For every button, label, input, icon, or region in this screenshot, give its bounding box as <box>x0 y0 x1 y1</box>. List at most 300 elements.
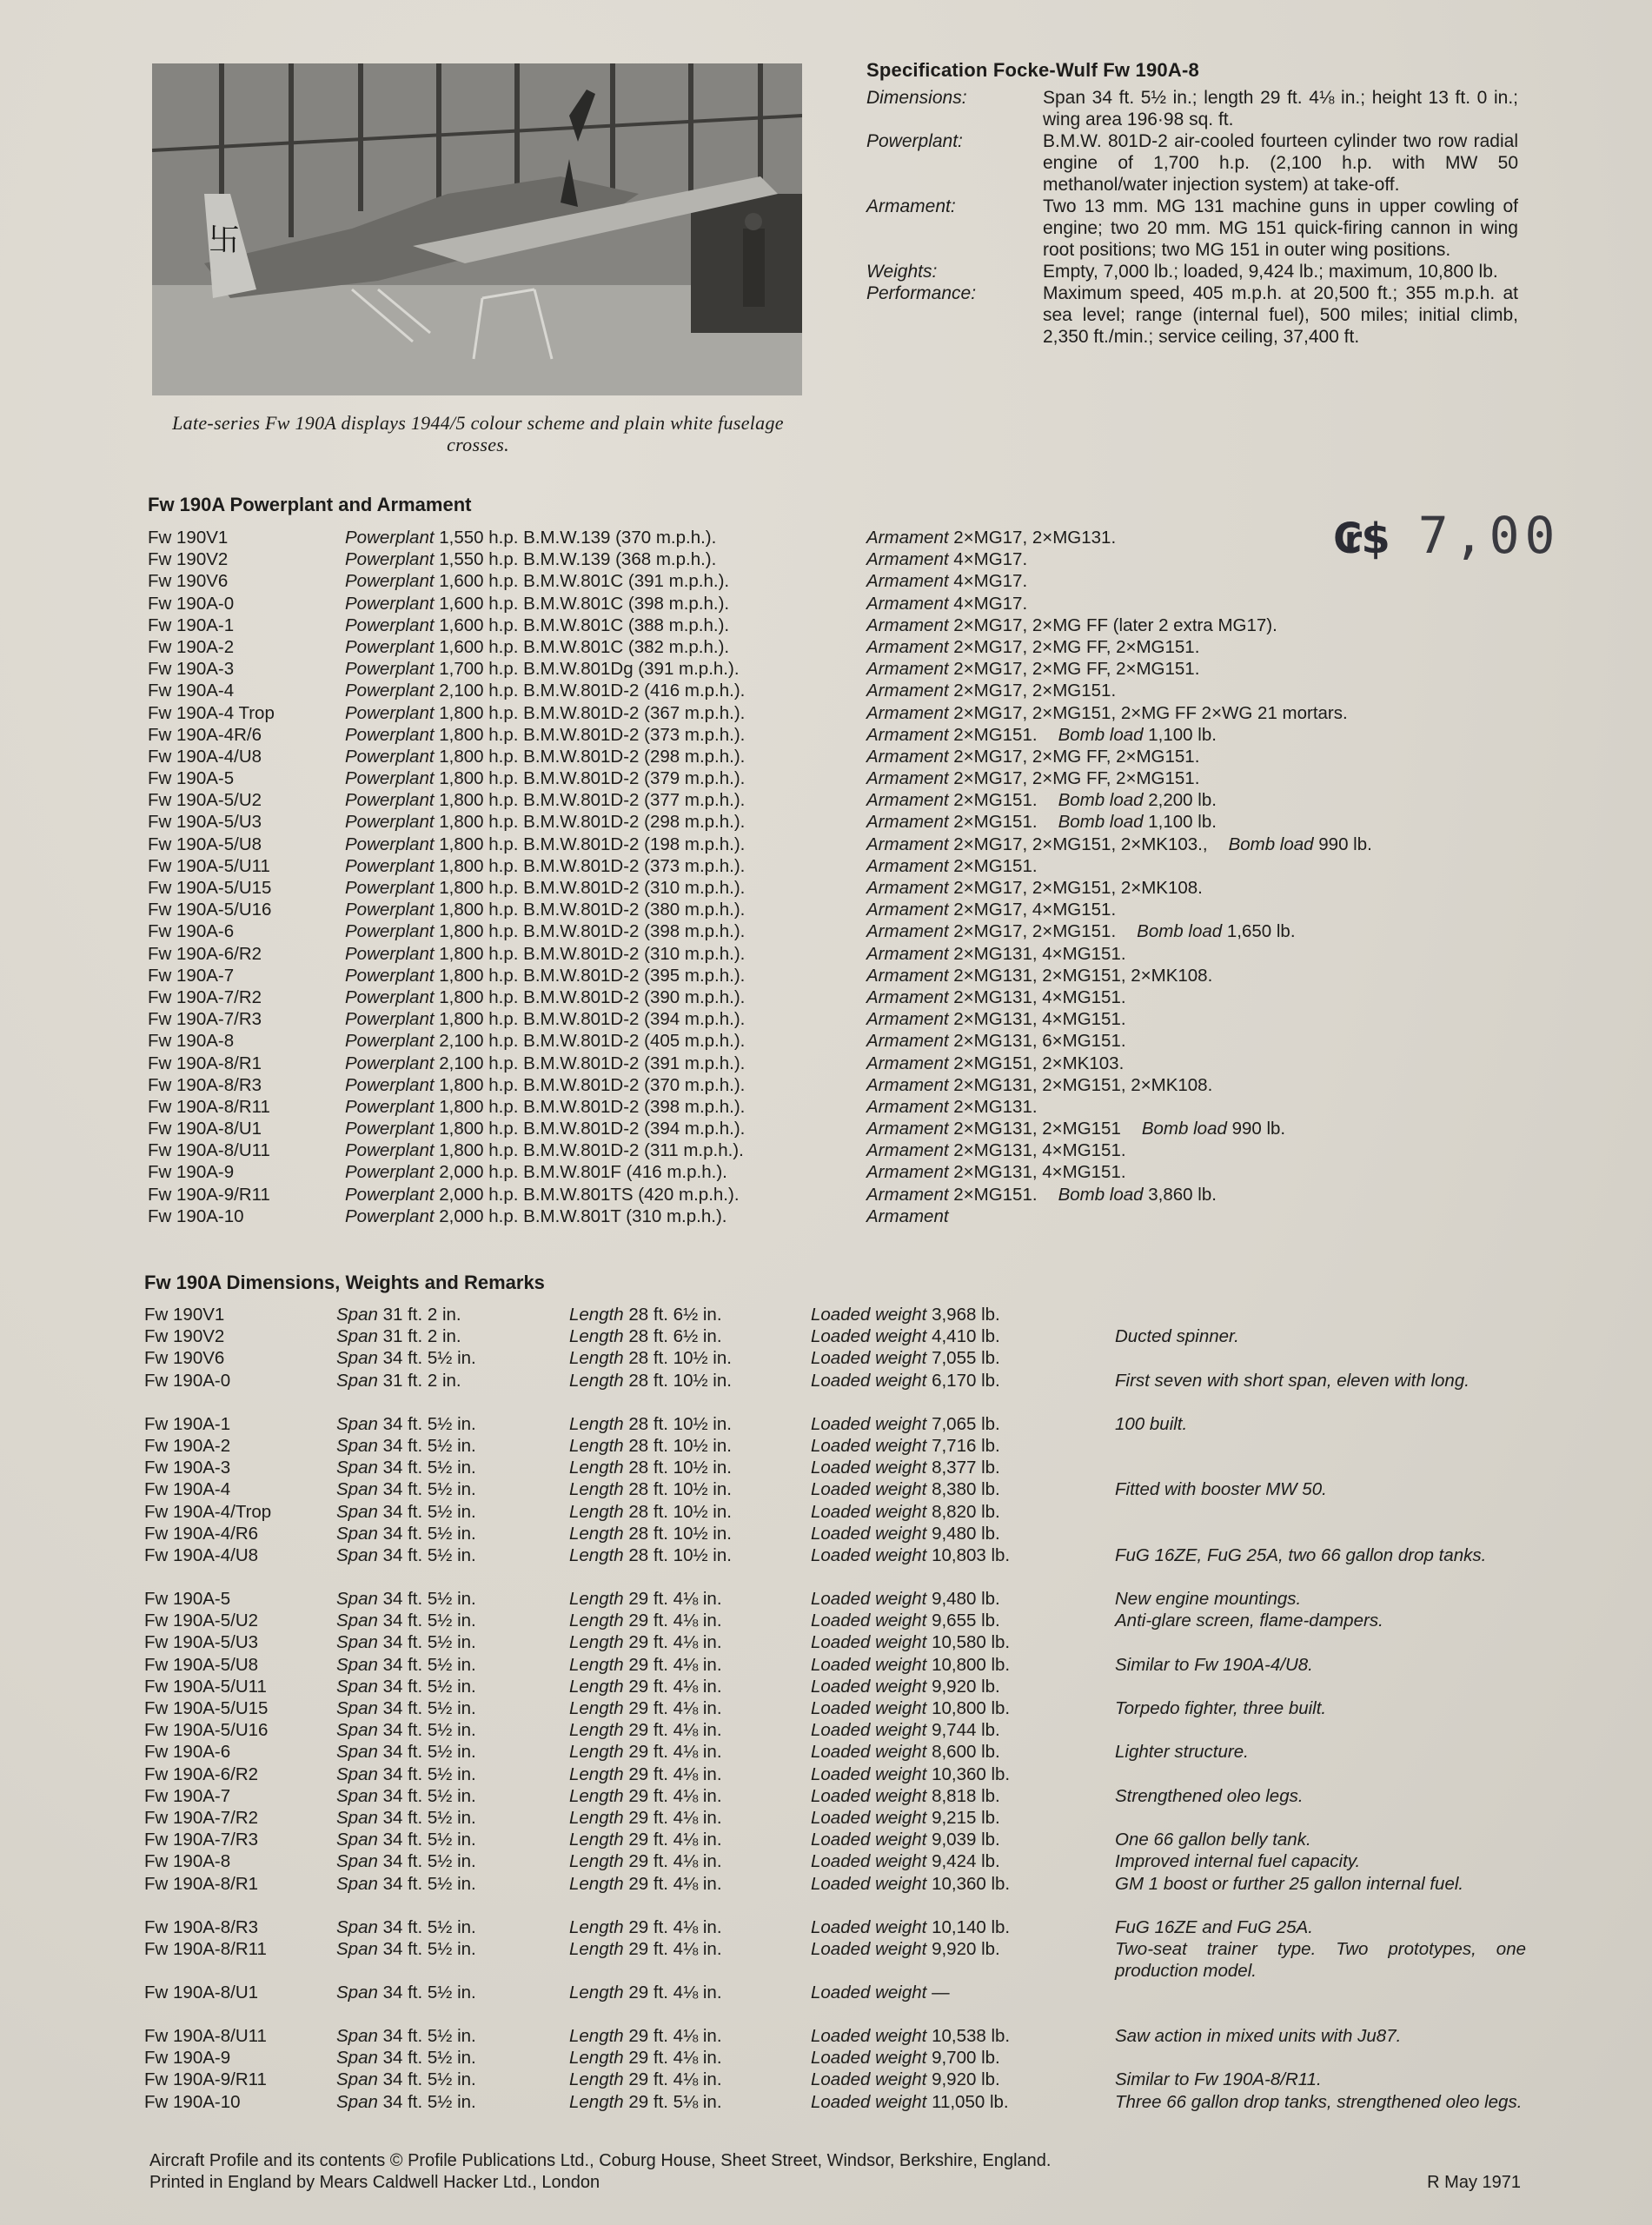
model-name: Fw 190A-5/U15 <box>148 878 272 898</box>
length-label: Length <box>569 1305 624 1325</box>
weight-label: Loaded weight <box>811 1785 927 1806</box>
powerplant-cell <box>345 899 866 920</box>
dimensions-weights-title: Fw 190A Dimensions, Weights and Remarks <box>144 1272 545 1293</box>
span-value: 34 ft. 5½ in. <box>382 1720 476 1741</box>
powerplant-label: Powerplant <box>345 1140 435 1161</box>
powerplant-label: Powerplant <box>345 702 435 723</box>
table-row <box>148 680 1556 701</box>
span-cell <box>336 1785 569 1807</box>
weight-value: 9,700 lb. <box>932 2048 1000 2069</box>
powerplant-label: Powerplant <box>345 790 435 811</box>
armament-value: 4×MG17. <box>953 549 1028 570</box>
model-name: Fw 190A-5 <box>144 1589 231 1610</box>
span-label: Span <box>336 1742 378 1763</box>
length-value: 28 ft. 6½ in. <box>628 1326 722 1347</box>
specification-rows <box>866 87 1518 348</box>
weight-value: 10,803 lb. <box>932 1544 1011 1565</box>
weight-value: 4,410 lb. <box>932 1326 1000 1347</box>
span-value: 34 ft. 5½ in. <box>382 2069 476 2090</box>
table-row <box>144 1304 1526 1325</box>
table-row <box>144 2025 1526 2047</box>
weight-label: Loaded weight <box>811 1611 927 1631</box>
model-name: Fw 190A-4R/6 <box>148 724 262 745</box>
weight-label: Loaded weight <box>811 1676 927 1697</box>
weight-label: Loaded weight <box>811 1501 927 1522</box>
length-cell <box>569 1631 811 1653</box>
weight-cell <box>811 2069 1115 2090</box>
span-cell <box>336 1654 569 1676</box>
span-label: Span <box>336 1654 378 1675</box>
table-row <box>148 746 1556 767</box>
powerplant-label: Powerplant <box>345 1053 435 1073</box>
armament-cell <box>866 614 1556 636</box>
armament-label: Armament <box>866 681 949 701</box>
remark <box>1115 1631 1526 1653</box>
armament-value: 2×MG131. <box>953 1096 1038 1117</box>
length-label: Length <box>569 1458 624 1478</box>
armament-cell <box>866 570 1556 592</box>
span-value: 34 ft. 5½ in. <box>382 1348 476 1369</box>
weight-cell <box>811 1697 1115 1719</box>
armament-label: Armament <box>866 1096 949 1117</box>
powerplant-cell <box>345 570 866 592</box>
armament-value: 2×MG17, 2×MG131. <box>953 528 1117 548</box>
length-cell <box>569 1610 811 1631</box>
weight-label: Loaded weight <box>811 1479 927 1500</box>
weight-label: Loaded weight <box>811 1916 927 1937</box>
powerplant-cell <box>345 965 866 986</box>
armament-cell <box>866 548 1556 570</box>
weight-value: 8,600 lb. <box>932 1742 1000 1763</box>
model-name: Fw 190A-4/U8 <box>144 1544 259 1565</box>
length-cell <box>569 1523 811 1544</box>
weight-label: Loaded weight <box>811 1938 927 1959</box>
span-cell <box>336 1588 569 1610</box>
weight-value: 7,065 lb. <box>932 1413 1000 1434</box>
span-value: 34 ft. 5½ in. <box>382 1676 476 1697</box>
weight-label: Loaded weight <box>811 1589 927 1610</box>
armament-cell <box>866 767 1556 789</box>
span-value: 34 ft. 5½ in. <box>382 1435 476 1456</box>
weight-cell <box>811 1807 1115 1829</box>
weight-cell <box>811 1435 1115 1457</box>
length-label: Length <box>569 1523 624 1544</box>
span-value: 31 ft. 2 in. <box>382 1370 461 1391</box>
spec-value: Maximum speed, 405 m.p.h. at 20,500 ft.; 355 m.p.h. at sea level; range (internal fuel), 500 miles; initial climb, 2,350 ft./min.; service ceiling, 37,400 ft. <box>1043 283 1518 347</box>
span-cell <box>336 1719 569 1741</box>
span-cell <box>336 1501 569 1523</box>
remark: Improved internal fuel capacity. <box>1115 1851 1361 1872</box>
armament-cell <box>866 636 1556 658</box>
span-cell <box>336 1413 569 1435</box>
armament-value: 2×MG131, 2×MG151, 2×MK108. <box>953 965 1213 986</box>
armament-cell <box>866 986 1556 1008</box>
footer <box>149 2150 1531 2194</box>
length-cell <box>569 1807 811 1829</box>
length-cell <box>569 1982 811 2003</box>
remark: New engine mountings. <box>1115 1589 1302 1610</box>
armament-value: 2×MG131, 4×MG151. <box>953 943 1126 964</box>
model-name: Fw 190A-4 Trop <box>148 702 275 723</box>
dimensions-weights-table <box>144 1304 1526 2113</box>
table-row <box>144 2091 1526 2113</box>
powerplant-value: 1,800 h.p. B.M.W.801D-2 (398 m.p.h.). <box>439 921 746 942</box>
span-cell <box>336 1850 569 1872</box>
weight-label: Loaded weight <box>811 1807 927 1828</box>
powerplant-label: Powerplant <box>345 1119 435 1139</box>
table-row <box>148 1118 1556 1139</box>
span-label: Span <box>336 1544 378 1565</box>
armament-value: 2×MG17, 2×MG FF, 2×MG151. <box>953 746 1200 767</box>
powerplant-cell <box>345 920 866 942</box>
bomb-load-value: 1,100 lb. <box>1148 724 1217 745</box>
table-row <box>148 877 1556 899</box>
table-row <box>144 1523 1526 1544</box>
powerplant-label: Powerplant <box>345 1162 435 1183</box>
photo-caption: Late-series Fw 190A displays 1944/5 colour scheme and plain white fuselage crosses. <box>172 412 784 455</box>
remark: Two-seat trainer type. Two prototypes, one production model. <box>1115 1938 1526 1981</box>
bomb-load-value: 2,200 lb. <box>1148 790 1217 811</box>
span-label: Span <box>336 1916 378 1937</box>
powerplant-cell <box>345 593 866 614</box>
weight-value: 10,360 lb. <box>932 1873 1011 1894</box>
bomb-load-value: 3,860 lb. <box>1148 1184 1217 1205</box>
model-name: Fw 190A-5 <box>148 768 235 789</box>
weight-value: 10,580 lb. <box>932 1632 1011 1653</box>
powerplant-value: 1,700 h.p. B.M.W.801Dg (391 m.p.h.). <box>439 659 740 680</box>
length-label: Length <box>569 1982 624 2002</box>
length-label: Length <box>569 1611 624 1631</box>
weight-value: 9,480 lb. <box>932 1523 1000 1544</box>
table-row <box>144 1807 1526 1829</box>
length-label: Length <box>569 1479 624 1500</box>
powerplant-label: Powerplant <box>345 965 435 986</box>
remark: Similar to Fw 190A-4/U8. <box>1115 1654 1313 1675</box>
span-cell <box>336 1982 569 2003</box>
model-name: Fw 190A-4 <box>148 681 235 701</box>
span-cell <box>336 1523 569 1544</box>
bomb-load-value: 990 lb. <box>1231 1119 1286 1139</box>
model-name: Fw 190A-6 <box>148 921 235 942</box>
span-value: 34 ft. 5½ in. <box>382 1785 476 1806</box>
weight-cell <box>811 2091 1115 2113</box>
armament-value: 2×MG151. <box>953 812 1038 833</box>
length-label: Length <box>569 1676 624 1697</box>
length-label: Length <box>569 2026 624 2047</box>
powerplant-value: 1,800 h.p. B.M.W.801D-2 (394 m.p.h.). <box>439 1009 746 1030</box>
powerplant-label: Powerplant <box>345 900 435 920</box>
weight-cell <box>811 1631 1115 1653</box>
length-value: 28 ft. 10½ in. <box>628 1458 732 1478</box>
spec-value: B.M.W. 801D-2 air-cooled fourteen cylinder two row radial engine of 1,700 h.p. (2,100 h.p. with MW 50 methanol/water injection system) at take-off. <box>1043 131 1518 195</box>
powerplant-label: Powerplant <box>345 1096 435 1117</box>
span-cell <box>336 1478 569 1500</box>
table-row <box>144 1982 1526 2003</box>
weight-cell <box>811 1370 1115 1391</box>
powerplant-value: 2,100 h.p. B.M.W.801D-2 (391 m.p.h.). <box>439 1053 746 1073</box>
armament-value: 2×MG17, 2×MG151, 2×MG FF 2×WG 21 mortars. <box>953 702 1348 723</box>
span-cell <box>336 2091 569 2113</box>
model-name: Fw 190A-5/U16 <box>144 1720 269 1741</box>
weight-cell <box>811 1873 1115 1895</box>
model-name: Fw 190A-8 <box>148 1031 235 1052</box>
powerplant-value: 2,100 h.p. B.M.W.801D-2 (416 m.p.h.). <box>439 681 746 701</box>
weight-cell <box>811 1982 1115 2003</box>
powerplant-value: 2,000 h.p. B.M.W.801F (416 m.p.h.). <box>439 1162 727 1183</box>
length-label: Length <box>569 1632 624 1653</box>
table-row <box>148 1205 1556 1227</box>
model-name: Fw 190A-5/U15 <box>144 1698 269 1718</box>
spec-label: Dimensions: <box>866 88 967 108</box>
remark: Lighter structure. <box>1115 1742 1249 1763</box>
powerplant-value: 1,800 h.p. B.M.W.801D-2 (298 m.p.h.). <box>439 746 746 767</box>
table-row <box>144 1478 1526 1500</box>
weight-label: Loaded weight <box>811 2069 927 2090</box>
length-label: Length <box>569 1501 624 1522</box>
spec-row <box>866 261 1518 282</box>
table-row <box>148 811 1556 833</box>
span-value: 34 ft. 5½ in. <box>382 1523 476 1544</box>
weight-cell <box>811 1938 1115 1982</box>
span-value: 34 ft. 5½ in. <box>382 1479 476 1500</box>
weight-value: 8,377 lb. <box>932 1458 1000 1478</box>
powerplant-value: 1,800 h.p. B.M.W.801D-2 (198 m.p.h.). <box>439 834 746 854</box>
armament-label: Armament <box>866 986 949 1007</box>
model-name: Fw 190A-5/U8 <box>148 834 262 854</box>
weight-label: Loaded weight <box>811 1348 927 1369</box>
bomb-load <box>1137 921 1295 941</box>
spec-row <box>866 130 1518 196</box>
table-row <box>148 548 1556 570</box>
length-cell <box>569 1654 811 1676</box>
armament-cell <box>866 943 1556 965</box>
armament-label: Armament <box>866 1009 949 1030</box>
remark: Anti-glare screen, flame-dampers. <box>1115 1611 1383 1631</box>
powerplant-value: 1,550 h.p. B.M.W.139 (370 m.p.h.). <box>439 528 717 548</box>
weight-value: 9,215 lb. <box>932 1807 1000 1828</box>
powerplant-label: Powerplant <box>345 943 435 964</box>
length-value: 28 ft. 10½ in. <box>628 1413 732 1434</box>
table-row <box>148 986 1556 1008</box>
span-cell <box>336 1544 569 1566</box>
span-label: Span <box>336 1523 378 1544</box>
weight-value: 10,360 lb. <box>932 1763 1011 1784</box>
length-cell <box>569 1785 811 1807</box>
model-name: Fw 190A-5/U11 <box>148 855 270 876</box>
weight-label: Loaded weight <box>811 2048 927 2069</box>
table-row <box>148 920 1556 942</box>
length-cell <box>569 1719 811 1741</box>
length-cell <box>569 1850 811 1872</box>
remark: Three 66 gallon drop tanks, strengthened oleo legs. <box>1115 2091 1523 2112</box>
powerplant-cell <box>345 767 866 789</box>
model-name: Fw 190A-1 <box>148 614 235 635</box>
model-name: Fw 190A-4/Trop <box>144 1501 272 1522</box>
armament-cell <box>866 834 1556 855</box>
powerplant-cell <box>345 636 866 658</box>
remark: Saw action in mixed units with Ju87. <box>1115 2026 1402 2047</box>
powerplant-cell <box>345 834 866 855</box>
length-value: 28 ft. 10½ in. <box>628 1544 732 1565</box>
bomb-load-label: Bomb load <box>1058 1184 1144 1205</box>
powerplant-armament-title: Fw 190A Powerplant and Armament <box>148 494 472 515</box>
armament-label: Armament <box>866 878 949 898</box>
table-row <box>148 899 1556 920</box>
weight-cell <box>811 1457 1115 1478</box>
model-name: Fw 190A-8/U11 <box>148 1140 270 1161</box>
powerplant-label: Powerplant <box>345 659 435 680</box>
armament-label: Armament <box>866 768 949 789</box>
length-value: 29 ft. 4⅛ in. <box>628 1785 722 1806</box>
span-label: Span <box>336 1632 378 1653</box>
bomb-load <box>1058 790 1217 810</box>
table-row <box>148 855 1556 877</box>
table-row <box>144 1501 1526 1523</box>
spec-value: Two 13 mm. MG 131 machine guns in upper cowling of engine; two 20 mm. MG 151 quick-firing cannon in wing root positions; two MG 151 in outer wing positions. <box>1043 196 1518 260</box>
table-row <box>144 1741 1526 1763</box>
table-row <box>148 767 1556 789</box>
armament-value: 2×MG17, 2×MG FF, 2×MG151. <box>953 659 1200 680</box>
powerplant-value: 1,600 h.p. B.M.W.801C (388 m.p.h.). <box>439 614 730 635</box>
span-label: Span <box>336 1807 378 1828</box>
weight-value: 9,480 lb. <box>932 1589 1000 1610</box>
model-name: Fw 190A-1 <box>144 1413 231 1434</box>
bomb-load-value: 1,100 lb. <box>1148 812 1217 833</box>
armament-cell <box>866 1205 1556 1227</box>
armament-cell <box>866 1161 1556 1183</box>
armament-label: Armament <box>866 528 949 548</box>
armament-label: Armament <box>866 1140 949 1161</box>
armament-value: 4×MG17. <box>953 593 1028 614</box>
weight-label: Loaded weight <box>811 1523 927 1544</box>
weight-cell <box>811 1741 1115 1763</box>
table-row <box>144 1370 1526 1391</box>
armament-value: 2×MG17, 4×MG151. <box>953 900 1117 920</box>
powerplant-label: Powerplant <box>345 1031 435 1052</box>
armament-label: Armament <box>866 921 949 942</box>
bomb-load-value: 1,650 lb. <box>1226 921 1296 942</box>
table-row <box>148 1008 1556 1030</box>
powerplant-cell <box>345 746 866 767</box>
span-value: 31 ft. 2 in. <box>382 1326 461 1347</box>
span-value: 34 ft. 5½ in. <box>382 2026 476 2047</box>
length-cell <box>569 1697 811 1719</box>
table-row <box>144 1697 1526 1719</box>
table-row <box>144 1588 1526 1610</box>
weight-cell <box>811 1763 1115 1785</box>
table-row <box>148 593 1556 614</box>
armament-label: Armament <box>866 614 949 635</box>
length-cell <box>569 1457 811 1478</box>
length-value: 29 ft. 4⅛ in. <box>628 1851 722 1872</box>
span-label: Span <box>336 1698 378 1718</box>
armament-cell <box>866 855 1556 877</box>
length-label: Length <box>569 1413 624 1434</box>
span-label: Span <box>336 1851 378 1872</box>
table-row <box>148 789 1556 811</box>
model-name: Fw 190A-10 <box>148 1205 244 1226</box>
spec-row <box>866 87 1518 130</box>
table-row <box>144 1676 1526 1697</box>
powerplant-label: Powerplant <box>345 593 435 614</box>
length-value: 29 ft. 4⅛ in. <box>628 1873 722 1894</box>
weight-value: 9,424 lb. <box>932 1851 1000 1872</box>
span-label: Span <box>336 1676 378 1697</box>
spec-value: Empty, 7,000 lb.; loaded, 9,424 lb.; maximum, 10,800 lb. <box>1043 262 1498 282</box>
span-cell <box>336 1916 569 1938</box>
length-cell <box>569 2047 811 2069</box>
span-value: 34 ft. 5½ in. <box>382 1851 476 1872</box>
model-name: Fw 190V1 <box>148 528 229 548</box>
length-value: 28 ft. 10½ in. <box>628 1479 732 1500</box>
row-group-spacer <box>144 2003 1526 2025</box>
model-name: Fw 190V6 <box>148 571 229 592</box>
length-label: Length <box>569 1654 624 1675</box>
printer-notice: Printed in England by Mears Caldwell Hacker Ltd., London <box>149 2173 600 2192</box>
armament-value: 2×MG17, 2×MG151. <box>953 681 1117 701</box>
armament-value: 2×MG151. <box>953 1184 1038 1205</box>
model-name: Fw 190A-2 <box>144 1435 231 1456</box>
model-name: Fw 190A-5/U3 <box>148 812 262 833</box>
armament-label: Armament <box>866 1162 949 1183</box>
length-value: 28 ft. 10½ in. <box>628 1435 732 1456</box>
powerplant-cell <box>345 724 866 746</box>
remark: 100 built. <box>1115 1413 1188 1434</box>
remark <box>1115 1676 1526 1697</box>
weight-cell <box>811 1325 1115 1347</box>
span-cell <box>336 2047 569 2069</box>
armament-cell <box>866 702 1556 724</box>
powerplant-value: 1,800 h.p. B.M.W.801D-2 (395 m.p.h.). <box>439 965 746 986</box>
length-cell <box>569 1501 811 1523</box>
remark <box>1115 1982 1526 2003</box>
powerplant-label: Powerplant <box>345 1184 435 1205</box>
span-label: Span <box>336 1589 378 1610</box>
span-label: Span <box>336 1370 378 1391</box>
armament-label: Armament <box>866 1031 949 1052</box>
weight-value: 10,140 lb. <box>932 1916 1011 1937</box>
armament-value: 2×MG131, 4×MG151. <box>953 1162 1126 1183</box>
span-label: Span <box>336 1458 378 1478</box>
armament-label: Armament <box>866 1119 949 1139</box>
weight-cell <box>811 1610 1115 1631</box>
span-cell <box>336 1697 569 1719</box>
table-row <box>148 636 1556 658</box>
bomb-load-label: Bomb load <box>1058 812 1144 833</box>
model-name: Fw 190A-8/R11 <box>148 1096 270 1117</box>
length-cell <box>569 2069 811 2090</box>
weight-cell <box>811 1544 1115 1566</box>
span-cell <box>336 1938 569 1982</box>
span-cell <box>336 1873 569 1895</box>
remark <box>1115 1457 1526 1478</box>
span-label: Span <box>336 1873 378 1894</box>
model-name: Fw 190A-4/U8 <box>148 746 262 767</box>
bomb-load-label: Bomb load <box>1058 790 1144 811</box>
bomb-load-label: Bomb load <box>1228 834 1314 854</box>
armament-label: Armament <box>866 571 949 592</box>
model-name: Fw 190A-3 <box>148 659 235 680</box>
weight-cell <box>811 2025 1115 2047</box>
length-cell <box>569 2025 811 2047</box>
span-cell <box>336 1807 569 1829</box>
weight-label: Loaded weight <box>811 1763 927 1784</box>
weight-value: 9,920 lb. <box>932 1938 1000 1959</box>
model-name: Fw 190A-8/U11 <box>144 2026 267 2047</box>
armament-value: 2×MG151. <box>953 855 1038 876</box>
span-label: Span <box>336 1326 378 1347</box>
table-row <box>148 527 1556 548</box>
